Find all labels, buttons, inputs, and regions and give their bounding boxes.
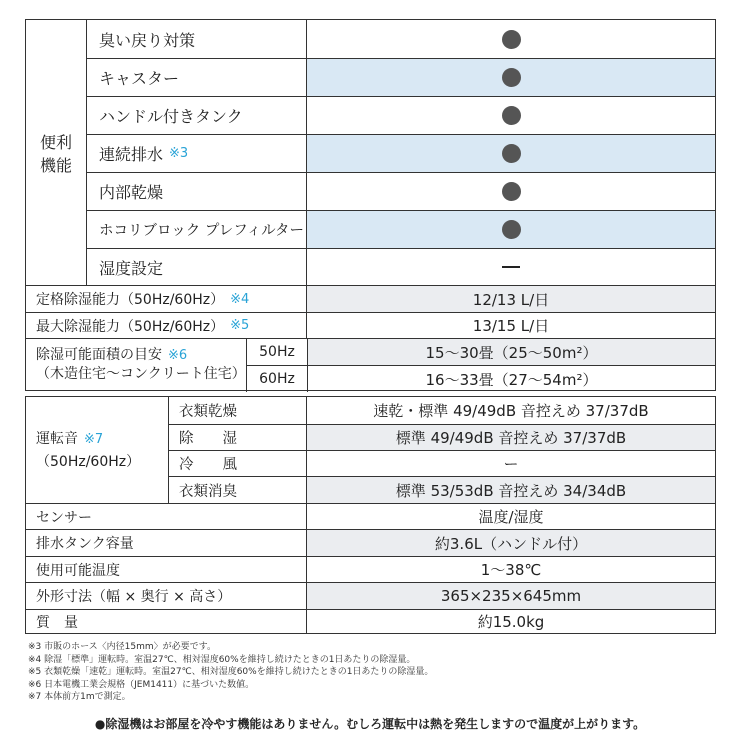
rated-capacity-label — [36, 286, 306, 312]
rated-capacity-row — [26, 285, 715, 312]
spec-table-bottom — [25, 396, 716, 634]
area-value: 16〜33畳（27〜54m²） — [307, 366, 715, 392]
feature-name — [99, 211, 304, 248]
area-subrow-50hz — [246, 339, 715, 365]
feature-name — [99, 59, 299, 96]
noise-row — [169, 397, 715, 424]
footnote-ref: ※4 — [230, 291, 250, 307]
spec-label: 排水タンク容量 — [36, 536, 134, 552]
feature-row — [87, 20, 715, 58]
max-capacity-row — [26, 312, 715, 338]
feature-row — [87, 96, 715, 134]
footnotes — [28, 641, 433, 704]
feature-value — [306, 249, 715, 285]
available-dot-icon — [502, 68, 521, 87]
feature-name-text: キャスター — [99, 69, 180, 88]
noise-row — [169, 476, 715, 503]
available-dot-icon — [502, 106, 521, 125]
spec-label: 使用可能温度 — [36, 562, 120, 579]
feature-name — [99, 249, 299, 285]
footnote-4: ※4 除湿「標準」運転時。室温27℃、相対湿度60%を維持し続けたときの1日あたりの除湿量。 — [28, 654, 416, 665]
feature-value — [306, 20, 715, 58]
feature-row — [87, 248, 715, 285]
feature-name-text: ホコリブロック プレフィルター — [99, 223, 304, 239]
spec-row — [26, 556, 715, 582]
footnote-5: ※5 衣類乾燥「速乾」運転時。室温27℃、相対湿度60%を維持し続けたときの1日あたりの除湿量。 — [28, 667, 434, 677]
area-label-line1: 除湿可能面積の目安 — [36, 346, 162, 363]
noise-label-line1: 運転音 — [36, 430, 78, 447]
features-group-label-line2: 機能 — [39, 155, 72, 175]
feature-name — [99, 20, 299, 58]
footnote-ref: ※6 — [168, 347, 188, 363]
not-available-dash-icon — [502, 266, 520, 268]
footnote-6: ※6 日本電機工業会規格（JEM1411）に基づいた数値。 — [28, 679, 255, 690]
rated-capacity-label-text: 定格除湿能力（50Hz/60Hz） — [36, 292, 225, 308]
available-dot-icon — [502, 30, 521, 49]
noise-label — [26, 397, 169, 503]
noise-row — [169, 450, 715, 476]
max-capacity-value: 13/15 L/日 — [306, 313, 715, 338]
footnote-ref: ※5 — [230, 318, 250, 333]
feature-name-text: 連続排水 — [99, 145, 164, 164]
spec-label: 質 量 — [36, 614, 78, 631]
spec-row — [26, 503, 715, 529]
rated-capacity-value: 12/13 L/日 — [306, 286, 715, 312]
spec-value: 約3.6L（ハンドル付） — [306, 530, 715, 556]
spec-row — [26, 582, 715, 609]
area-value: 15〜30畳（25〜50m²） — [307, 339, 715, 365]
noise-label-line2: （50Hz/60Hz） — [36, 453, 141, 470]
feature-value — [306, 59, 715, 96]
noise-mode: 除 湿 — [179, 431, 237, 447]
footnote-ref: ※7 — [84, 431, 104, 447]
footnote-ref: ※3 — [169, 146, 189, 161]
spec-row — [26, 529, 715, 556]
noise-mode: 衣類乾燥 — [179, 404, 237, 420]
max-capacity-label-text: 最大除湿能力（50Hz/60Hz） — [36, 318, 225, 335]
hz-label: 50Hz — [259, 344, 295, 360]
warning-note: ●除湿機はお部屋を冷やす機能はありません。むしろ運転中は熱を発生しますので温度が上がります。 — [94, 717, 646, 731]
feature-row — [87, 58, 715, 96]
available-dot-icon — [502, 220, 521, 239]
feature-name — [99, 97, 299, 134]
spec-row — [26, 609, 715, 633]
feature-row — [87, 134, 715, 172]
noise-value: 速乾・標準 49/49dB 音控えめ 37/37dB — [306, 397, 715, 424]
footnote-3: ※3 市販のホース〈内径15mm〉が必要です。 — [28, 642, 216, 652]
spec-value: 365×235×645mm — [306, 583, 715, 609]
noise-mode: 冷 風 — [179, 457, 237, 473]
feature-value — [306, 97, 715, 134]
spec-label: センサー — [36, 509, 92, 526]
area-row — [26, 338, 715, 390]
hz-label: 60Hz — [259, 371, 295, 387]
area-label — [36, 339, 246, 390]
feature-name — [99, 135, 299, 172]
noise-row — [169, 424, 715, 450]
spec-label: 外形寸法（幅 × 奥行 × 高さ） — [36, 589, 232, 605]
features-group-label-line1: 便利 — [39, 132, 72, 152]
available-dot-icon — [502, 182, 521, 201]
noise-mode: 衣類消臭 — [179, 483, 237, 500]
noise-value: 標準 49/49dB 音控えめ 37/37dB — [306, 425, 715, 450]
area-subrow-60hz — [246, 365, 715, 392]
feature-value — [306, 135, 715, 172]
spec-table-top — [25, 19, 716, 391]
feature-row — [87, 172, 715, 210]
feature-name-text: 内部乾燥 — [99, 183, 164, 202]
spec-value: 温度/湿度 — [306, 504, 715, 529]
spec-value: 約15.0kg — [306, 610, 715, 633]
feature-name — [99, 173, 299, 210]
footnote-7: ※7 本体前方1mで測定。 — [28, 692, 131, 702]
noise-value: 標準 53/53dB 音控えめ 34/34dB — [306, 477, 715, 503]
features-group-label — [26, 20, 87, 285]
feature-value — [306, 173, 715, 210]
feature-name-text: ハンドル付きタンク — [99, 107, 243, 126]
feature-row — [87, 210, 715, 248]
max-capacity-label — [36, 313, 306, 338]
feature-name-text: 湿度設定 — [99, 258, 164, 278]
spec-value: 1〜38℃ — [306, 557, 715, 582]
available-dot-icon — [502, 144, 521, 163]
feature-value — [306, 211, 715, 248]
feature-name-text: 臭い戻り対策 — [99, 30, 196, 50]
area-label-line2: （木造住宅〜コンクリート住宅） — [36, 365, 246, 382]
noise-value: ー — [306, 451, 715, 476]
